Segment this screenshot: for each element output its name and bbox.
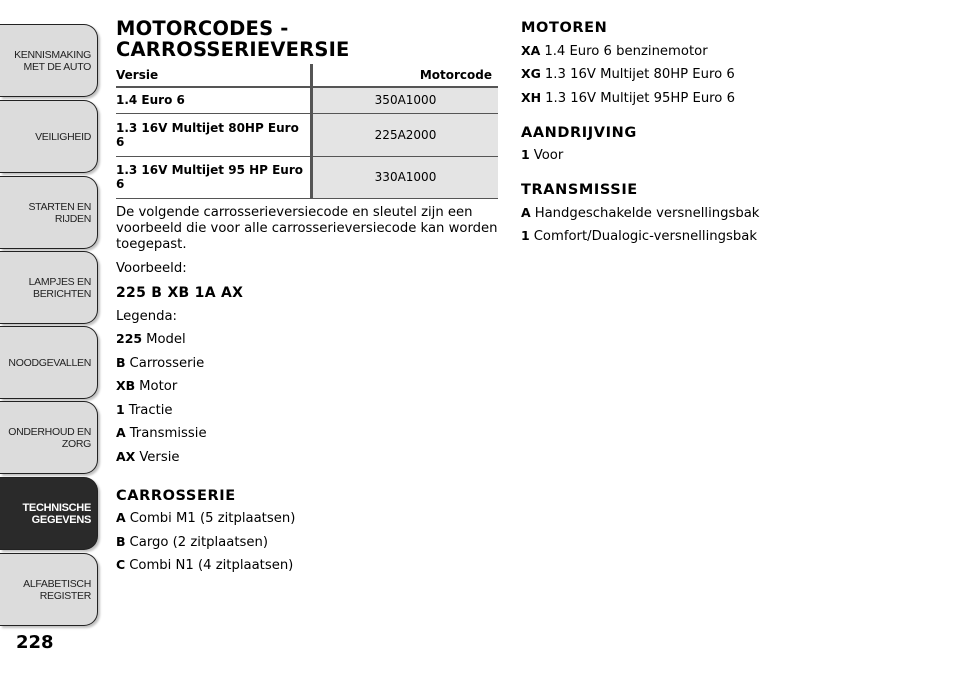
tab-lampjes-en-berichten[interactable] (0, 251, 98, 324)
left-column (116, 18, 500, 574)
table-row (116, 113, 498, 156)
item-key: A (521, 204, 531, 220)
cell-versie: 1.3 16V Multijet 80HP Euro 6 (116, 113, 312, 156)
table-row (116, 156, 498, 198)
column-header-motorcode: Motorcode (313, 64, 498, 87)
list-item (521, 66, 921, 83)
transmissie-section (521, 182, 921, 245)
legend-value: Tractie (128, 402, 173, 418)
list-item (116, 510, 500, 527)
tab-starten-en-rijden[interactable] (0, 176, 98, 249)
legend-key: 225 (116, 331, 143, 346)
cell-motorcode: 225A2000 (313, 113, 498, 156)
list-item (521, 147, 921, 164)
tab-veiligheid[interactable] (0, 100, 98, 173)
list-item (116, 557, 500, 574)
cell-motorcode: 330A1000 (313, 156, 498, 198)
legend-value: Carrosserie (129, 355, 205, 371)
legend-value: Motor (139, 379, 178, 394)
table-header-row (116, 64, 498, 87)
tab-label: KENNISMAKING MET DE AUTO (14, 48, 91, 73)
tab-alfabetisch-register[interactable] (0, 553, 98, 626)
section-title-carrosserie: CARROSSERIE (116, 487, 236, 504)
item-value: Handgeschakelde versnellingsbak (534, 205, 760, 221)
intro-paragraph: De volgende carrosserieversiecode en sleutel zijn een voorbeeld die voor alle carrosserieversiecode kan worden toegepast. (116, 204, 498, 252)
cell-versie: 1.3 16V Multijet 95 HP Euro 6 (116, 156, 312, 198)
item-value: Cargo (2 zitplaatsen) (129, 534, 268, 550)
legend-key: AX (116, 448, 136, 464)
item-value: Comfort/Dualogic-versnellingsbak (533, 229, 757, 244)
tab-label: VEILIGHEID (35, 130, 91, 143)
legend-item (116, 331, 500, 348)
item-value: 1.3 16V Multijet 95HP Euro 6 (545, 90, 735, 106)
motoren-section (521, 20, 921, 107)
section-title-transmissie: TRANSMISSIE (521, 182, 638, 198)
cell-motorcode: 350A1000 (313, 87, 498, 113)
list-item (521, 205, 921, 222)
item-key: 1 (521, 228, 530, 243)
item-key: C (116, 557, 126, 572)
tab-label: TECHNISCHE GEGEVENS (22, 501, 91, 526)
item-key: XA (521, 42, 541, 58)
list-item (521, 228, 921, 245)
section-title-aandrijving: AANDRIJVING (521, 124, 637, 141)
tab-label: STARTEN EN RIJDEN (28, 200, 91, 225)
item-value: Combi M1 (5 zitplaatsen) (129, 511, 296, 526)
cell-versie: 1.4 Euro 6 (116, 87, 312, 113)
legend-item (116, 402, 500, 419)
legend-value: Model (146, 332, 186, 347)
list-item (521, 43, 921, 60)
legend-key: B (116, 354, 126, 370)
column-header-versie: Versie (116, 64, 312, 87)
tab-label: NOODGEVALLEN (8, 356, 91, 369)
legend-label: Legenda: (116, 308, 177, 324)
page-number: 228 (16, 632, 54, 653)
table-row (116, 87, 498, 113)
tab-label: ALFABETISCH REGISTER (23, 577, 91, 602)
item-key: B (116, 533, 126, 549)
tab-label: ONDERHOUD EN ZORG (8, 425, 91, 450)
legend-item (116, 355, 500, 372)
legend-list (116, 331, 500, 466)
right-column (521, 20, 921, 245)
aandrijving-section (521, 125, 921, 165)
page-title-line-1: MOTORCODES - (116, 17, 289, 40)
item-value: 1.4 Euro 6 benzinemotor (544, 43, 708, 59)
item-value: Combi N1 (4 zitplaatsen) (129, 558, 294, 573)
legend-key: A (116, 425, 126, 440)
item-key: A (116, 510, 126, 525)
list-item (116, 534, 500, 551)
tab-kennismaking[interactable] (0, 24, 98, 97)
legend-item (116, 449, 500, 466)
item-value: Voor (533, 148, 564, 163)
page-title-line-2: CARROSSERIEVERSIE (116, 38, 350, 61)
legend-item (116, 378, 500, 395)
page-title (116, 18, 500, 60)
example-label: Voorbeeld: (116, 260, 187, 276)
tab-label: LAMPJES EN BERICHTEN (28, 275, 91, 300)
item-value: 1.3 16V Multijet 80HP Euro 6 (544, 67, 735, 82)
legend-item (116, 425, 500, 442)
list-item (521, 90, 921, 107)
legend-value: Versie (139, 449, 180, 465)
item-key: 1 (521, 147, 530, 162)
tab-technische-gegevens[interactable] (0, 477, 98, 550)
item-key: XH (521, 89, 542, 105)
legend-key: XB (116, 378, 136, 393)
item-key: XG (521, 66, 541, 81)
example-code: 225 B XB 1A AX (116, 284, 244, 301)
legend-key: 1 (116, 401, 125, 417)
carrosserie-section (116, 488, 500, 575)
motorcode-table (116, 64, 498, 199)
tab-noodgevallen[interactable] (0, 326, 98, 399)
section-title-motoren: MOTOREN (521, 20, 608, 36)
tab-onderhoud-en-zorg[interactable] (0, 401, 98, 474)
sidebar-tabs (0, 0, 100, 678)
legend-value: Transmissie (129, 426, 207, 441)
